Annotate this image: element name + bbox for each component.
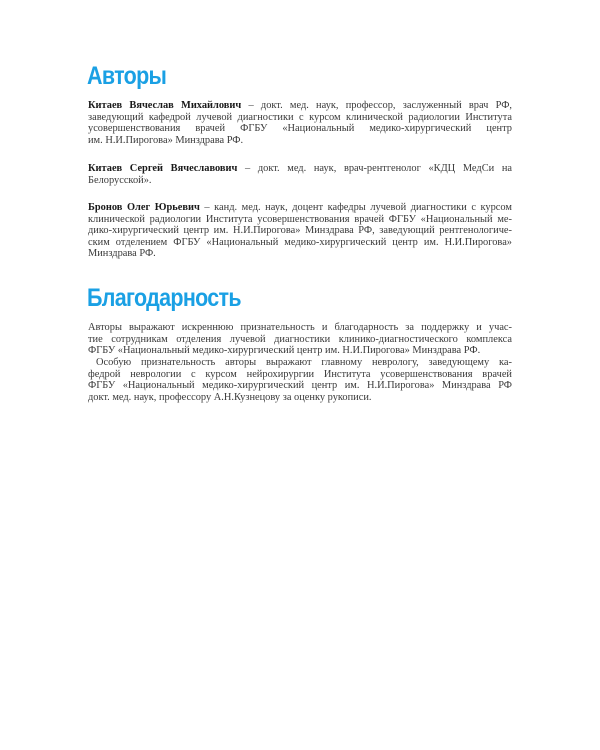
author-description: Белорусской». — [88, 174, 152, 186]
author-entry — [88, 202, 512, 260]
author-description: заведующий кафедрой лучевой диагностики с курсом клинической радиологии Института — [88, 111, 512, 123]
author-name: Китаев Вячеслав Михайлович — [88, 100, 242, 111]
paragraph-line: Авторы выражают искреннюю признательность и благодарность за поддержку и учас- — [88, 322, 512, 333]
paragraph-line: ФГБУ «Национальный медико-хирургический центр им. Н.И.Пирогова» Минздрава РФ. — [88, 345, 481, 357]
paragraph-line: ФГБУ «Национальный медико-хирургический центр им. Н.И.Пирогова» Минздрава РФ — [88, 380, 512, 392]
author-entry — [88, 100, 512, 146]
author-description: – докт. мед. наук, врач-рентгенолог «КДЦ МедСи на — [237, 163, 512, 174]
acknowledgement-paragraph — [88, 322, 512, 357]
author-description: дико-хирургический центр им. Н.И.Пирогова» Минздрава РФ, заведующий рентгенологиче- — [88, 225, 512, 237]
author-description: клинической радиологии Института усовершенствования врачей ФГБУ «Национальный ме- — [88, 213, 512, 225]
paragraph-line: федрой неврологии с курсом нейрохирургии Института усовершенствования врачей — [88, 368, 512, 380]
paragraph-line: докт. мед. наук, профессору А.Н.Кузнецову за оценку рукописи. — [88, 391, 372, 403]
section-title-acknowledgements: Благодарность — [87, 284, 241, 312]
author-name: Бронов Олег Юрьевич — [88, 202, 200, 213]
author-description: – докт. мед. наук, профессор, заслуженный врач РФ, — [241, 100, 513, 111]
author-description: Минздрава РФ. — [88, 248, 156, 260]
section-title-authors: Авторы — [87, 62, 167, 90]
acknowledgement-paragraph — [88, 357, 512, 403]
author-description: – канд. мед. наук, доцент кафедры лучевой диагностики с курсом — [199, 202, 512, 213]
author-description: им. Н.И.Пирогова» Минздрава РФ. — [88, 134, 244, 146]
author-description: усовершенствования врачей ФГБУ «Национальный медико-хирургический центр — [88, 123, 512, 135]
author-entry — [88, 163, 512, 186]
paragraph-line: тие сотрудникам отделения лучевой диагностики клинико-диагностического комплекса — [88, 333, 512, 345]
author-name: Китаев Сергей Вячеславович — [88, 163, 238, 174]
paragraph-line: Особую признательность авторы выражают главному неврологу, заведующему ка- — [96, 357, 512, 368]
author-description: ским отделением ФГБУ «Национальный медико-хирургический центр им. Н.И.Пирогова» — [88, 236, 512, 248]
